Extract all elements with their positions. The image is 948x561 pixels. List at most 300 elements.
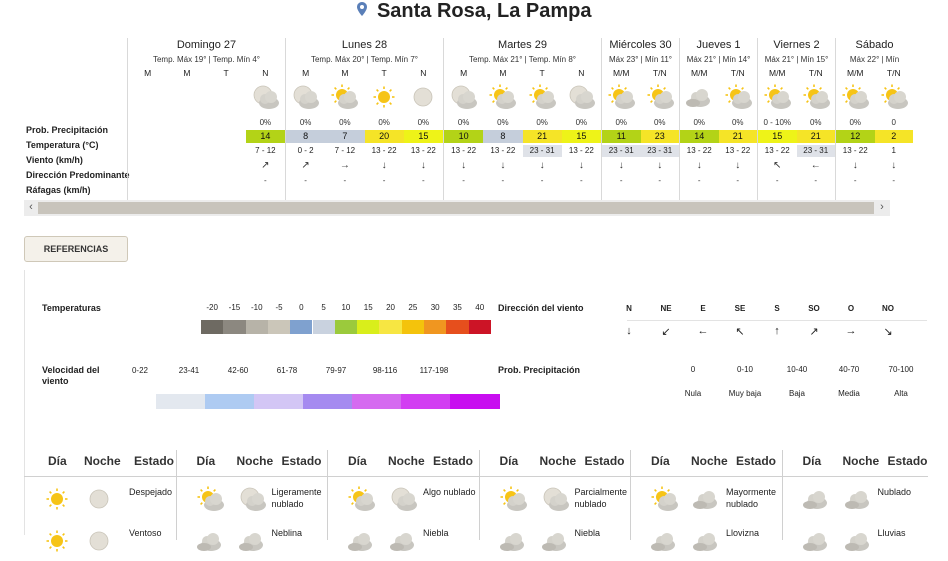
wind-value: [128, 145, 167, 157]
sun-cloud-icon: [649, 484, 679, 514]
legend-state-label: Niebla: [423, 528, 449, 538]
legend-column: [176, 450, 328, 540]
moon-icon: [408, 82, 438, 112]
day-temp-summary: Máx 23° | Mín 11°: [608, 55, 673, 64]
gust-value: -: [501, 176, 505, 185]
temp-value: 20: [365, 130, 404, 143]
time-slot: [404, 68, 443, 198]
temp-value: 8: [483, 130, 522, 143]
temp-color-swatch: [424, 320, 446, 334]
precip-value: 0%: [849, 118, 862, 127]
legend-state-label: Neblina: [271, 528, 303, 538]
weather-icon: [498, 526, 528, 538]
day-column: [679, 38, 757, 200]
day-column: [835, 38, 913, 200]
wind-value: [207, 145, 246, 157]
wind-speed-label: Velocidad del viento: [42, 365, 100, 386]
page-header: [0, 0, 948, 34]
references-button[interactable]: REFERENCIAS: [24, 236, 128, 262]
day-column: [285, 38, 443, 200]
sun-cloud-icon: [879, 82, 909, 112]
gust-value: -: [382, 176, 386, 185]
time-slot: [758, 68, 797, 198]
precip-scale-value: 10-40: [786, 365, 808, 374]
wind-value: 13 - 22: [410, 146, 436, 155]
time-slot: [641, 68, 680, 198]
wind-direction-arrow-icon: ↓: [891, 160, 897, 171]
sun-cloud-icon: [801, 82, 831, 112]
legend-state-label: Lluvias: [877, 528, 906, 538]
temp-value: 14: [246, 130, 285, 143]
temp-color-swatch: [290, 320, 312, 334]
slot-label: M/M: [612, 68, 630, 78]
day-column: [127, 38, 285, 200]
precip-scale-name: Alta: [894, 389, 908, 398]
legend-header-night: Noche: [691, 454, 728, 468]
legend-column: [782, 450, 934, 540]
legend-column: [327, 450, 479, 540]
day-name: Sábado: [855, 39, 894, 51]
wind-value: 13 - 22: [568, 146, 594, 155]
weather-icon: [691, 526, 721, 538]
scroll-right-icon[interactable]: ›: [880, 201, 884, 213]
wind-color-swatch: [352, 394, 402, 409]
wind-scale-value: 23-41: [178, 366, 200, 375]
gust-value: -: [892, 176, 896, 185]
page-title: Santa Rosa, La Pampa: [376, 0, 592, 22]
temp-value: 10: [444, 130, 483, 143]
temp-value: [207, 130, 246, 143]
precip-label: Prob. Precipitación: [498, 365, 581, 375]
slot-label: M: [144, 68, 152, 78]
moon-cloud-icon: [237, 484, 267, 514]
day-temp-summary: Temp. Máx 21° | Temp. Mín 8°: [468, 55, 577, 64]
temp-color-swatch: [357, 320, 379, 334]
weather-icon: [801, 526, 831, 538]
time-slot: [246, 68, 285, 198]
wind-direction-arrow-icon: ↓: [500, 160, 506, 171]
gust-value: -: [658, 176, 662, 185]
day-column: [601, 38, 679, 200]
wind-direction-arrow-icon: ↓: [578, 160, 584, 171]
day-name: Viernes 2: [773, 39, 820, 51]
scrollbar-thumb[interactable]: [38, 202, 874, 214]
wind-value: 13 - 22: [490, 146, 516, 155]
wind-direction-arrow-icon: ↓: [657, 160, 663, 171]
temp-scale-value: -5: [275, 303, 283, 312]
wind-dir-name: O: [847, 304, 855, 313]
temp-scale-value: 20: [386, 303, 395, 312]
legend-header-state: Estado: [433, 454, 474, 468]
sun-cloud-icon: [840, 82, 870, 112]
weather-icon: [346, 526, 376, 538]
cloud-icon: [684, 82, 714, 112]
precip-value: 0%: [653, 118, 666, 127]
legend-header-day: Día: [802, 454, 822, 468]
temp-value: 2: [875, 130, 914, 143]
sun-cloud-icon: [487, 82, 517, 112]
legend-header-day: Día: [651, 454, 670, 468]
temp-color-swatch: [223, 320, 245, 334]
day-temp-summary: Máx 21° | Mín 15°: [764, 55, 829, 64]
slot-label: M: [341, 68, 349, 78]
weather-icon: [195, 526, 225, 538]
temp-scale-value: -15: [228, 303, 241, 312]
day-slots: [758, 68, 835, 198]
slot-label: N: [578, 68, 585, 78]
precip-value: 0%: [693, 118, 706, 127]
legend-header-state: Estado: [134, 454, 175, 468]
divider: [627, 320, 927, 321]
day-slots: [602, 68, 679, 198]
legend-header-night: Noche: [236, 454, 274, 468]
wind-value: 13 - 22: [725, 146, 751, 155]
moon-cloud-icon: [250, 82, 280, 112]
wind-dir-arrow-icon: ↓: [626, 325, 632, 337]
wind-direction-arrow-icon: →: [339, 160, 350, 171]
wind-dir-arrow-icon: →: [845, 325, 857, 337]
sun-icon: [369, 82, 399, 112]
sun-cloud-icon: [527, 82, 557, 112]
slot-label: T/N: [886, 68, 901, 78]
weather-icon: [649, 526, 679, 538]
gust-value: -: [775, 176, 779, 185]
wind-scale-value: 98-116: [372, 366, 398, 375]
legend-header-night: Noche: [84, 454, 121, 468]
wind-color-swatch: [205, 394, 255, 409]
temp-scale-value: 15: [363, 303, 373, 312]
day-column: [757, 38, 835, 200]
slot-label: T: [539, 68, 545, 78]
wind-value: 7 - 12: [255, 146, 276, 155]
wind-value: 13 - 22: [842, 146, 868, 155]
wind-direction-arrow-icon: ↓: [696, 160, 702, 171]
time-slot: [325, 68, 364, 198]
day-slots: [836, 68, 913, 198]
time-slot: [797, 68, 836, 198]
legend-header-state: Estado: [736, 454, 777, 468]
legend-header-night: Noche: [842, 454, 880, 468]
days-row: [127, 38, 913, 200]
wind-direction-arrow-icon: ↗: [301, 160, 310, 171]
slot-label: M: [302, 68, 310, 78]
legend-column: [630, 450, 782, 540]
day-slots: [286, 68, 443, 198]
slot-label: T/N: [730, 68, 745, 78]
wind-direction-arrow-icon: ←: [810, 160, 821, 171]
day-temp-summary: Temp. Máx 19° | Temp. Mín 4°: [152, 55, 261, 64]
temp-value: 21: [523, 130, 562, 143]
horizontal-scrollbar[interactable]: [24, 200, 890, 216]
row-label-gusts: Ráfagas (km/h): [26, 185, 91, 195]
legend-column: [479, 450, 631, 540]
empty-icon: [132, 82, 162, 112]
gust-value: -: [814, 176, 818, 185]
precip-value: 0%: [417, 118, 430, 127]
legend-state-label: Llovizna: [726, 528, 760, 538]
temp-value: 15: [562, 130, 601, 143]
temp-color-swatch: [246, 320, 268, 334]
gust-value: -: [736, 176, 740, 185]
legend-header-day: Día: [499, 454, 519, 468]
temp-scale-value: -20: [206, 303, 218, 312]
wind-dir-arrow-icon: ↙: [661, 326, 671, 338]
legend-state-label: Ligeramente nublado: [271, 487, 322, 509]
temp-color-swatch: [268, 320, 290, 334]
time-slot: [875, 68, 914, 198]
wind-value: 13 - 22: [764, 146, 790, 155]
gust-value: -: [619, 176, 623, 185]
wind-dir-name: N: [626, 304, 632, 313]
temp-scale-value: 10: [341, 303, 351, 312]
wind-value: [167, 145, 206, 157]
precip-value: 0%: [536, 118, 548, 127]
wind-direction-arrow-icon: ↓: [618, 160, 624, 171]
temp-color-swatch: [446, 320, 468, 334]
temp-value: 12: [836, 130, 875, 143]
slot-label: M: [183, 68, 191, 78]
precip-value: 0%: [259, 118, 272, 127]
day-column: [443, 38, 601, 200]
legend-header-day: Día: [348, 454, 367, 468]
time-slot: [483, 68, 522, 198]
wind-dir-arrow-icon: ↘: [883, 326, 893, 338]
slot-label: T/N: [652, 68, 667, 78]
wind-dir-arrow-icon: ↑: [774, 325, 780, 337]
wind-value: 23 - 31: [641, 145, 680, 157]
temp-value: 21: [719, 130, 758, 143]
wind-value: 23 - 31: [602, 145, 641, 157]
day-slots: [680, 68, 757, 198]
wind-color-swatch: [401, 394, 451, 409]
weather-icon: [843, 526, 873, 538]
wind-value: 1: [891, 146, 896, 155]
day-name: Martes 29: [498, 39, 547, 51]
wind-dir-arrow-icon: ↖: [735, 326, 745, 338]
day-slots: [128, 68, 285, 198]
legend-state-label: Ventoso: [129, 528, 162, 538]
temp-value: [128, 130, 167, 143]
precip-value: 0: [891, 118, 896, 127]
precip-scale-value: 70-100: [888, 365, 914, 374]
precip-value: 0%: [339, 118, 351, 127]
gust-value: -: [304, 176, 307, 185]
cloud-icon: [691, 484, 721, 514]
wind-direction-arrow-icon: ↓: [461, 160, 467, 171]
time-slot: [719, 68, 758, 198]
precip-scale-name: Muy baja: [728, 389, 762, 398]
wind-dir-arrow-icon: ←: [697, 325, 709, 337]
sun-icon: [42, 484, 72, 514]
cloud-icon: [843, 484, 873, 514]
day-slots: [444, 68, 601, 198]
temp-color-swatch: [313, 320, 335, 334]
legend-header-night: Noche: [539, 454, 577, 468]
wind-color-swatch: [156, 394, 206, 409]
legend-state-label: Niebla: [574, 528, 601, 538]
sun-cloud-icon: [498, 484, 528, 514]
legend-state-label: Algo nublado: [423, 487, 476, 497]
weather-icon: [237, 526, 267, 538]
temp-color-swatch: [335, 320, 357, 334]
temp-scale-value: 0: [299, 303, 304, 312]
slot-label: T: [381, 68, 387, 78]
gust-value: -: [580, 176, 583, 185]
wind-scale-value: 0-22: [131, 366, 148, 375]
temp-scale-value: 30: [430, 303, 440, 312]
wind-direction-arrow-icon: ↓: [420, 160, 426, 171]
precip-value: 0%: [378, 118, 390, 127]
wind-value: 23 - 31: [523, 145, 562, 157]
sun-cloud-icon: [329, 82, 359, 112]
slot-label: M/M: [690, 68, 708, 78]
time-slot: [680, 68, 719, 198]
precip-scale-name: Baja: [788, 389, 805, 398]
row-label-direction: Dirección Predominante: [26, 170, 130, 180]
wind-color-swatch: [254, 394, 304, 409]
gust-value: -: [264, 176, 267, 185]
legend-state-label: Mayormente nublado: [726, 487, 777, 509]
precip-value: 0%: [809, 118, 822, 127]
wind-color-swatch: [450, 394, 500, 409]
gust-value: -: [853, 176, 857, 185]
slot-label: M: [460, 68, 468, 78]
wind-dir-name: SE: [734, 304, 746, 313]
weather-icon: [42, 526, 72, 538]
temp-scale-value: 35: [452, 303, 462, 312]
gust-value: -: [540, 176, 544, 185]
precip-value: 0%: [497, 118, 509, 127]
sun-cloud-icon: [723, 82, 753, 112]
temp-value: 15: [404, 130, 443, 143]
slot-label: T/N: [808, 68, 823, 78]
wind-value: 13 - 22: [451, 146, 477, 155]
temp-color-swatch: [469, 320, 491, 334]
wind-dir-name: NE: [660, 304, 672, 313]
moon-cloud-icon: [388, 484, 418, 514]
wind-value: 23 - 31: [797, 145, 836, 157]
legend-state-label: Parcialmente nublado: [574, 487, 628, 509]
gust-value: -: [422, 176, 425, 185]
precip-value: 0%: [299, 118, 312, 127]
wind-value: 13 - 22: [371, 146, 397, 155]
time-slot: [836, 68, 875, 198]
precip-value: 0%: [575, 118, 588, 127]
moon-cloud-icon: [540, 484, 570, 514]
time-slot: [523, 68, 562, 198]
empty-icon: [171, 82, 201, 112]
temp-color-swatch: [379, 320, 401, 334]
scroll-left-icon[interactable]: ‹: [29, 201, 33, 213]
temp-value: 15: [758, 130, 797, 143]
wind-dir-name: NO: [882, 304, 894, 313]
slot-label: M/M: [846, 68, 864, 78]
forecast-table: [24, 38, 901, 218]
wind-direction-arrow-icon: ↓: [735, 160, 741, 171]
temp-color-swatch: [201, 320, 223, 334]
sun-cloud-icon: [762, 82, 792, 112]
wind-dir-name: S: [774, 304, 780, 313]
weather-icon: [388, 526, 418, 538]
location-pin-icon: [357, 2, 367, 21]
slot-label: T: [223, 68, 229, 78]
legend-header-day: Día: [48, 454, 67, 468]
wind-scale-value: 117-198: [419, 366, 449, 375]
slot-label: M/M: [768, 68, 786, 78]
wind-direction-label: Dirección del viento: [498, 303, 584, 313]
sun-cloud-icon: [195, 484, 225, 514]
precip-scale-value: 0: [690, 365, 696, 374]
legend-header-night: Noche: [388, 454, 425, 468]
wind-direction-arrow-icon: ↓: [852, 160, 858, 171]
day-name: Miércoles 30: [609, 39, 672, 51]
wind-direction-arrow-icon: ↗: [261, 160, 270, 171]
legend-column: [24, 450, 176, 540]
empty-icon: [211, 82, 241, 112]
temp-value: 11: [602, 130, 641, 143]
precip-scale-name: Media: [838, 389, 860, 398]
time-slot: [365, 68, 404, 198]
legend-header-state: Estado: [887, 454, 928, 468]
moon-icon: [84, 484, 114, 514]
legend-header-state: Estado: [281, 454, 322, 468]
gust-value: -: [462, 176, 465, 185]
day-name: Lunes 28: [341, 39, 388, 51]
temp-scale-value: -10: [250, 303, 263, 312]
moon-cloud-icon: [448, 82, 478, 112]
row-label-precip: Prob. Precipitación: [26, 125, 109, 135]
time-slot: [444, 68, 483, 198]
wind-scale-value: 79-97: [325, 366, 347, 375]
forecast-scroll-area[interactable]: [127, 38, 901, 200]
wind-direction-arrow-icon: ↖: [773, 160, 782, 171]
wind-dir-arrow-icon: ↗: [809, 326, 819, 338]
wind-direction-arrow-icon: ↓: [539, 160, 545, 171]
slot-label: N: [262, 68, 269, 78]
temp-value: 7: [325, 130, 364, 143]
wind-dir-name: SO: [808, 304, 820, 313]
weather-icon: [540, 526, 570, 538]
sun-cloud-icon: [606, 82, 636, 112]
wind-value: 7 - 12: [334, 146, 356, 155]
legend-header-day: Día: [196, 454, 216, 468]
wind-value: 0 - 2: [297, 146, 314, 155]
time-slot: [128, 68, 167, 198]
wind-value: 13 - 22: [686, 146, 712, 155]
sun-cloud-icon: [645, 82, 675, 112]
day-temp-summary: Máx 22° | Mín: [849, 55, 900, 64]
wind-dir-name: E: [700, 304, 706, 313]
moon-cloud-icon: [290, 82, 320, 112]
weather-icon: [84, 526, 114, 538]
legend-state-label: Despejado: [129, 487, 173, 497]
precip-scale-value: 40-70: [838, 365, 860, 374]
precip-value: 0%: [615, 118, 628, 127]
slot-label: N: [420, 68, 427, 78]
temp-scale-value: 5: [321, 303, 326, 312]
sun-cloud-icon: [346, 484, 376, 514]
wind-direction-arrow-icon: ↓: [381, 160, 387, 171]
time-slot: [286, 68, 325, 198]
time-slot: [207, 68, 246, 198]
day-temp-summary: Máx 21° | Mín 14°: [686, 55, 751, 64]
day-name: Jueves 1: [696, 39, 741, 51]
wind-color-swatch: [303, 394, 353, 409]
wind-scale-value: 42-60: [227, 366, 249, 375]
day-name: Domingo 27: [176, 39, 237, 51]
time-slot: [562, 68, 601, 198]
precip-value: 0%: [731, 118, 744, 127]
